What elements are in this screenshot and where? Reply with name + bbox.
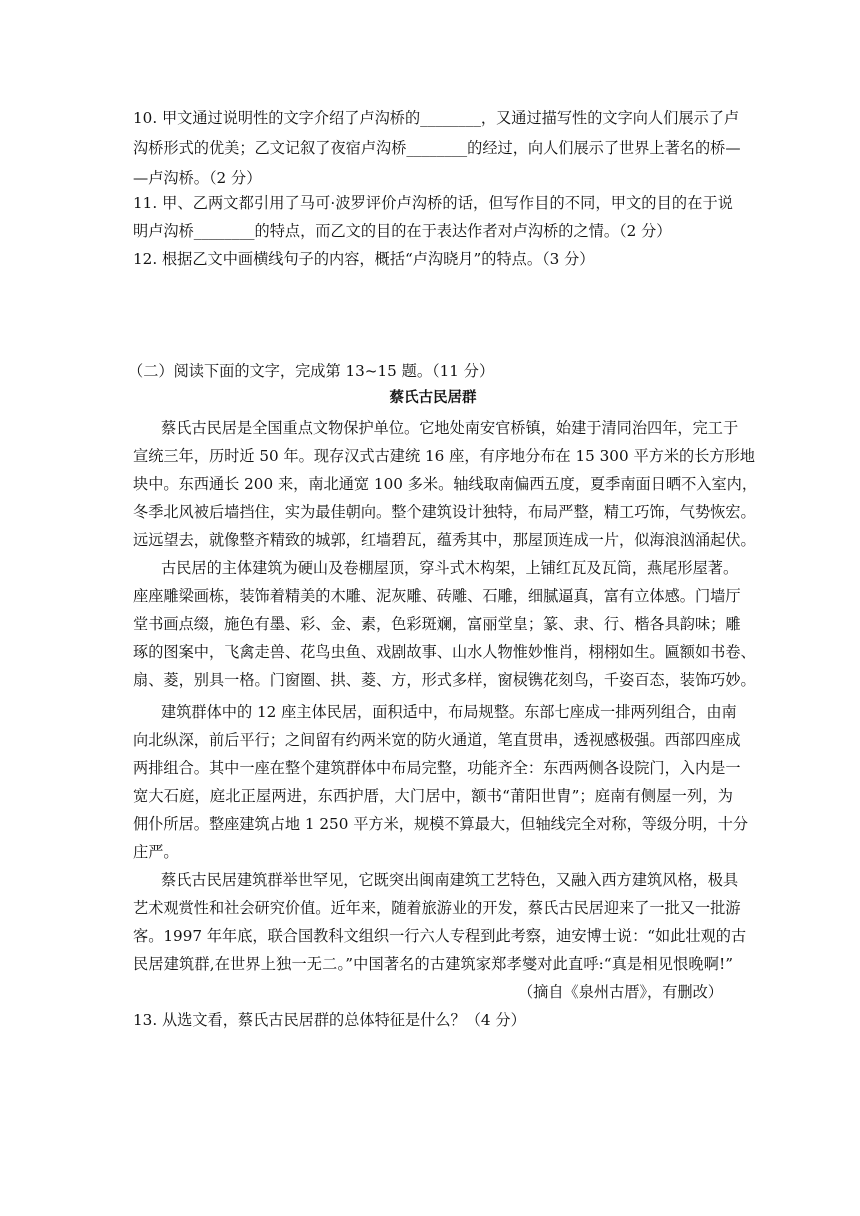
section-2-heading: （二）阅读下面的文字，完成第 13~15 题。（11 分）: [128, 362, 495, 380]
paragraph-3-line: 庄严。: [133, 843, 179, 861]
paragraph-3-line: 宽大石庭，庭北正屋两进，东西护厝，大门居中，额书“莆阳世胄”；庭南有侧屋一列，为: [133, 787, 733, 805]
paragraph-1-line: 蔡氏古民居是全国重点文物保护单位。它地处南安官桥镇，始建于清同治四年，完工于: [161, 419, 739, 437]
source-citation: （摘自《泉州古厝》，有删改）: [517, 983, 723, 1001]
paragraph-3-line: 建筑群体中的 12 座主体民居，面积适中，布局规整。东部七座成一排两列组合，由南: [161, 703, 737, 721]
question-11-line-1: 11. 甲、乙两文都引用了马可·波罗评价卢沟桥的话，但写作目的不同，甲文的目的在于说: [133, 194, 733, 212]
paragraph-1-line: 块中。东西通长 200 来，南北通宽 100 多米。轴线取南偏西五度，夏季南面日晒不入室内，: [133, 475, 758, 493]
question-10-line-1: 10. 甲文通过说明性的文字介绍了卢沟桥的________，又通过描写性的文字向人们展示了卢: [133, 109, 740, 127]
paragraph-1-line: 远远望去，就像整齐精致的城郭，红墙碧瓦，蕴秀其中，那屋顶连成一片，似海浪汹涌起伏。: [133, 531, 756, 549]
paragraph-3-line: 两排组合。其中一座在整个建筑群体中布局完整，功能齐全：东西两侧各设院门，入内是一: [133, 759, 741, 777]
paragraph-3-line: 佣仆所居。整座建筑占地 1 250 平方米，规模不算最大，但轴线完全对称，等级分明，十分: [133, 815, 749, 833]
paragraph-1-line: 冬季北风被后墙挡住，实为最佳朝向。整个建筑设计独特，布局严整，精工巧饰，气势恢宏。: [133, 503, 756, 521]
question-12: 12. 根据乙文中画横线句子的内容，概括“卢沟晓月”的特点。（3 分）: [133, 250, 595, 268]
paragraph-2-line: 堂书画点缀，施色有墨、彩、金、素，色彩斑斓，富丽堂皇；篆、隶、行、楷各具韵味；雕: [133, 615, 741, 633]
paragraph-3-line: 向北纵深，前后平行；之间留有约两米宽的防火通道，笔直贯串，透视感极强。西部四座成: [133, 731, 741, 749]
question-13: 13. 从选文看，蔡氏古民居群的总体特征是什么？（4 分）: [133, 1011, 526, 1029]
question-11-line-2: 明卢沟桥________的特点，而乙文的目的在于表达作者对卢沟桥的之情。（2 分）: [133, 222, 672, 240]
paragraph-2-line: 扇、菱，别具一格。门窗圈、拱、菱、方，形式多样，窗棂镌花刻鸟，千姿百态，装饰巧妙。: [133, 671, 756, 689]
paragraph-4-line: 蔡氏古民居建筑群举世罕见，它既突出闽南建筑工艺特色，又融入西方建筑风格，极具: [161, 871, 739, 889]
paragraph-4-line: 艺术观赏性和社会研究价值。近年来，随着旅游业的开发，蔡氏古民居迎来了一批又一批游: [133, 899, 741, 917]
paragraph-2-line: 座座雕梁画栋，装饰着精美的木雕、泥灰雕、砖雕、石雕，细腻逼真，富有立体感。门墙厅: [133, 587, 741, 605]
question-10-line-3: —卢沟桥。（2 分）: [133, 169, 262, 187]
paragraph-4-line: 民居建筑群,在世界上独一无二。”中国著名的古建筑家郑孝燮对此直呼:“真是相见恨晚啊!”: [133, 955, 733, 973]
paragraph-1-line: 宣统三年，历时近 50 年。现存汉式古建统 16 座，有序地分布在 15 300 平方米的长方形地: [133, 447, 755, 465]
question-10-line-2: 沟桥形式的优美；乙文记叙了夜宿卢沟桥________的经过，向人们展示了世界上著名的桥—: [133, 139, 741, 157]
paragraph-4-line: 客。1997 年年底，联合国教科文组织一行六人专程到此考察，迪安博士说：“如此壮观的古: [133, 927, 747, 945]
paragraph-2-line: 琢的图案中，飞禽走兽、花鸟虫鱼、戏剧故事、山水人物惟妙惟肖，栩栩如生。匾额如书卷、: [133, 643, 756, 661]
paragraph-2-line: 古民居的主体建筑为硬山及卷棚屋顶，穿斗式木构架，上铺红瓦及瓦筒，燕尾形屋著。: [161, 559, 739, 577]
article-title: 蔡氏古民居群: [389, 390, 477, 406]
